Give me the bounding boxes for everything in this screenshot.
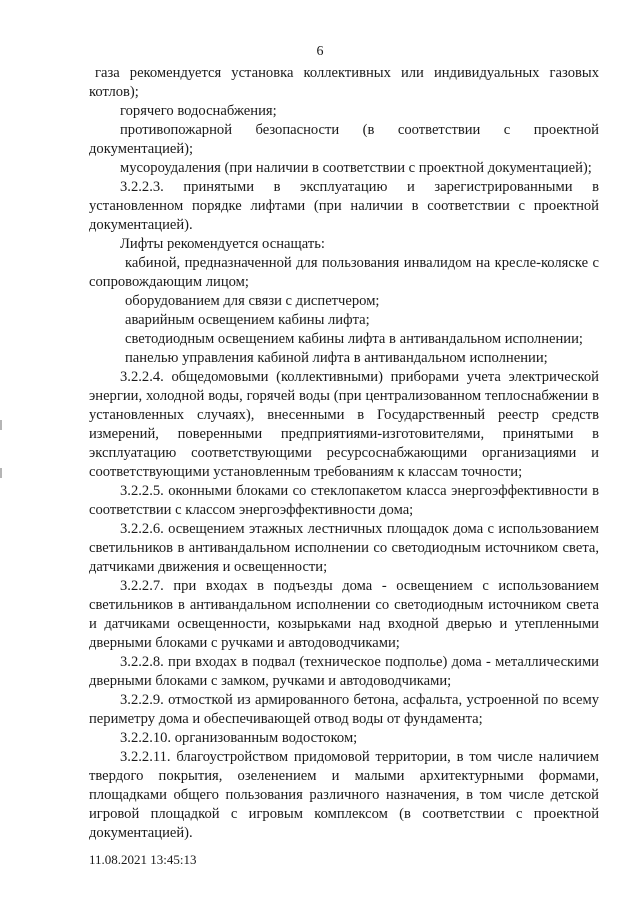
paragraph: 3.2.2.9. отмосткой из армированного бетона, асфальта, устроенной по всему периметру дома и обеспечивающей отвод воды от фундамента; bbox=[89, 692, 599, 727]
paragraph: 3.2.2.3. принятыми в эксплуатацию и зарегистрированными в установленном порядке лифтами (при наличии в соответствии с проектной документацией). bbox=[89, 179, 599, 233]
print-timestamp: 11.08.2021 13:45:13 bbox=[89, 852, 197, 867]
paragraph: светодиодным освещением кабины лифта в антивандальном исполнении; bbox=[125, 331, 583, 347]
paragraph: оборудованием для связи с диспетчером; bbox=[125, 293, 380, 309]
paragraph: Лифты рекомендуется оснащать: bbox=[120, 236, 325, 252]
paragraph: противопожарной безопасности (в соответствии с проектной документацией); bbox=[89, 122, 599, 157]
scan-margin-mark bbox=[0, 468, 2, 478]
paragraph: 3.2.2.11. благоустройством придомовой территории, в том числе наличием твердого покрытия, озеленением и малыми архитектурными формами, площадками общего пользования различного назначения, в том числе детской игровой площадкой с игровым комплексом (в соответствии с проектной документацией). bbox=[89, 749, 599, 841]
paragraph: 3.2.2.4. общедомовыми (коллективными) приборами учета электрической энергии, холодной воды, горячей воды (при централизованном теплоснабжении в установленных случаях), внесенными в Государственный реестр средств измерений, поверенными предприятиями-изготовителями, принятыми в эксплуатацию соответствующими ресурсоснабжающими организациями и соответствующими установленным требованиям к классам точности; bbox=[89, 369, 599, 480]
paragraph: 3.2.2.10. организованным водостоком; bbox=[120, 730, 358, 746]
paragraph: 3.2.2.8. при входах в подвал (техническое подполье) дома - металлическими дверными блоками с замком, ручками и автодоводчиками; bbox=[89, 654, 599, 689]
scan-margin-mark bbox=[0, 420, 2, 430]
paragraph: 3.2.2.7. при входах в подъезды дома - освещением с использованием светильников в антивандальном исполнении со светодиодным источником света и датчиками освещенности, козырьками над входной дверью и утепленными дверными блоками с ручками и автодоводчиками; bbox=[89, 578, 599, 651]
paragraph: кабиной, предназначенной для пользования инвалидом на кресле-коляске с сопровождающим лицом; bbox=[89, 255, 599, 290]
paragraph: 3.2.2.5. оконными блоками со стеклопакетом класса энергоэффективности в соответствии с классом энергоэффективности дома; bbox=[89, 483, 599, 518]
document-body bbox=[89, 64, 599, 843]
paragraph: аварийным освещением кабины лифта; bbox=[125, 312, 370, 328]
paragraph: панелью управления кабиной лифта в антивандальном исполнении; bbox=[125, 350, 548, 366]
paragraph: мусороудаления (при наличии в соответствии с проектной документацией); bbox=[120, 160, 592, 176]
paragraph: газа рекомендуется установка коллективных или индивидуальных газовых котлов); bbox=[89, 65, 599, 100]
paragraph: 3.2.2.6. освещением этажных лестничных площадок дома с использованием светильников в антивандальном исполнении со светодиодным источником света, датчиками движения и освещенности; bbox=[89, 521, 599, 575]
page-number: 6 bbox=[316, 44, 324, 59]
paragraph: горячего водоснабжения; bbox=[120, 103, 277, 119]
